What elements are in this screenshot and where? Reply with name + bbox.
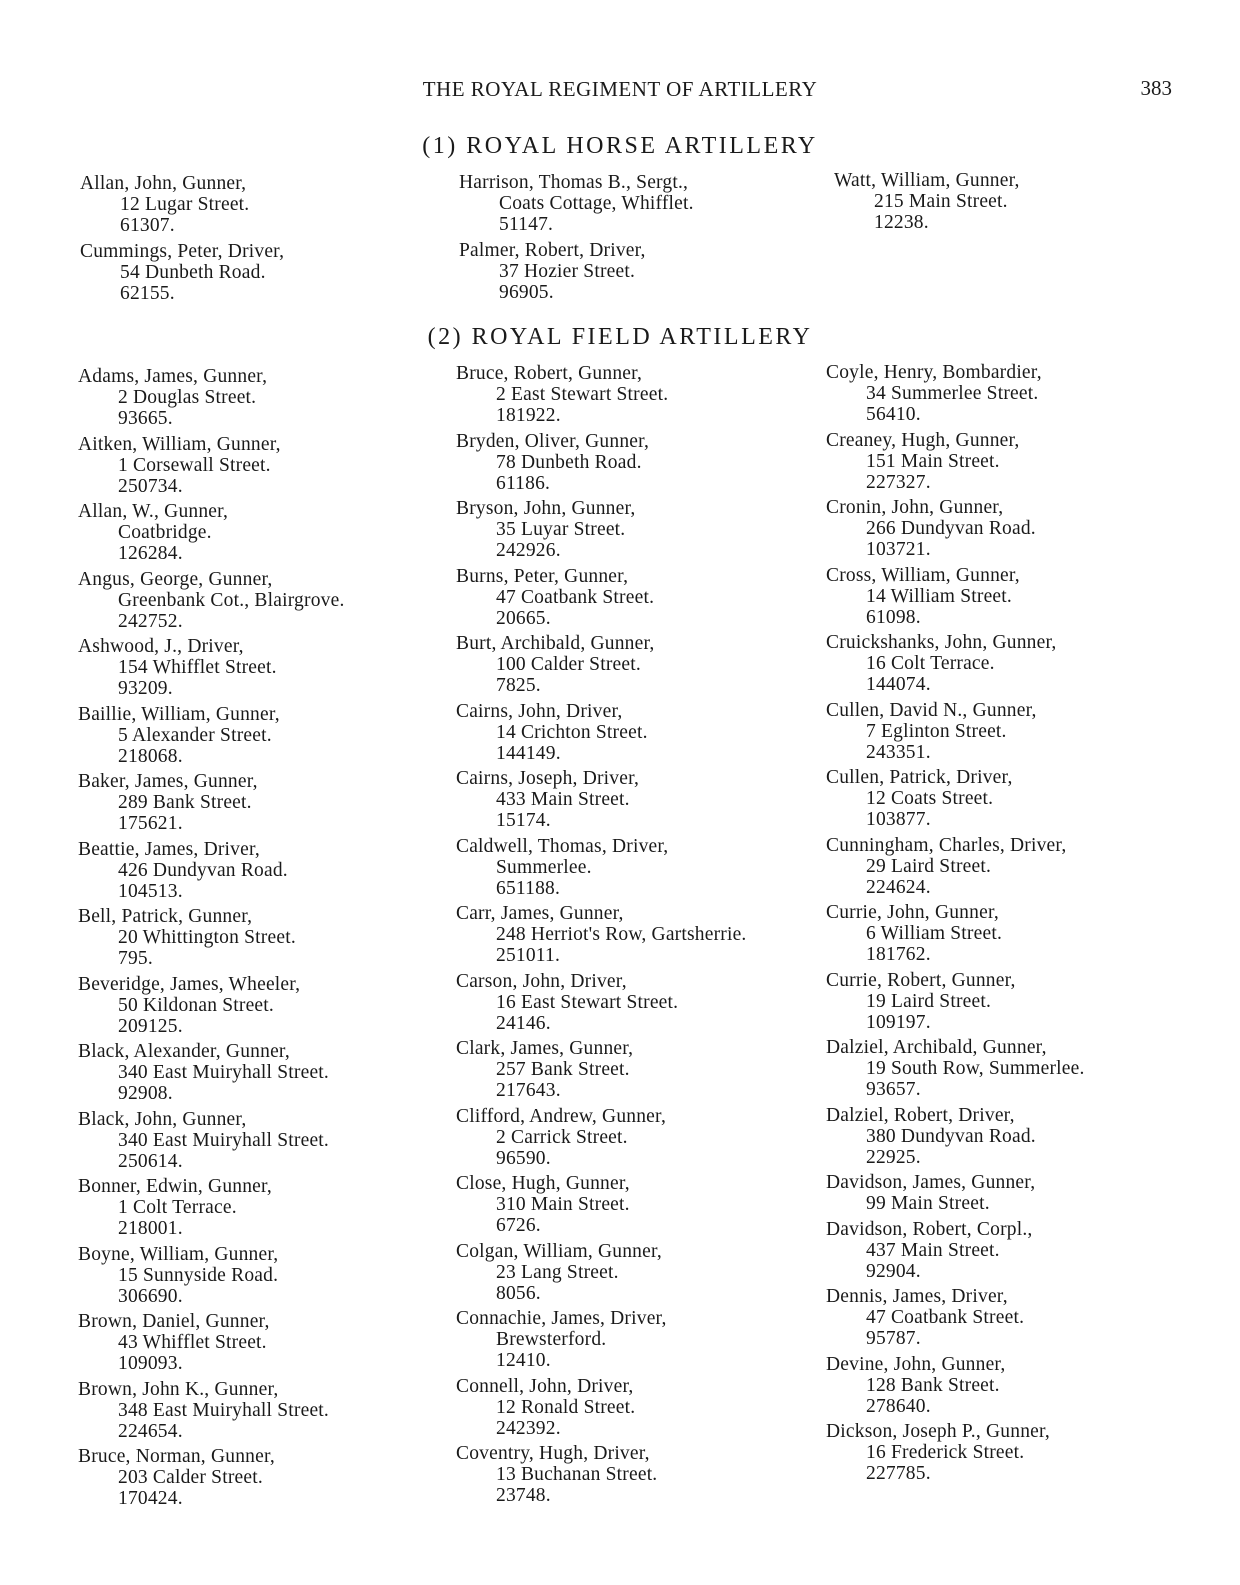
entry-service-number: 224654. xyxy=(118,1420,183,1442)
entry-name: Beattie, James, Driver, xyxy=(78,838,260,860)
entry-name: Palmer, Robert, Driver, xyxy=(459,239,646,261)
entry-address: 47 Coatbank Street. xyxy=(866,1307,1025,1328)
entry-address: 14 William Street. xyxy=(866,585,1012,607)
entry-service-number: 224624. xyxy=(866,876,931,898)
entry-service-number: 250614. xyxy=(118,1150,183,1172)
entry-address: 16 Colt Terrace. xyxy=(866,653,995,674)
entry-address: 16 Frederick Street. xyxy=(866,1442,1025,1463)
entry-service-number: 242392. xyxy=(496,1417,561,1439)
entry-service-number: 20665. xyxy=(496,607,551,629)
entry-address: Coats Cottage, Whifflet. xyxy=(499,193,694,214)
roll-entry xyxy=(78,704,468,767)
entry-service-number: 93209. xyxy=(118,678,173,699)
roll-entry xyxy=(78,636,468,699)
entry-name: Bruce, Norman, Gunner, xyxy=(78,1446,275,1467)
entry-service-number: 144149. xyxy=(496,742,561,764)
entry-service-number: 61098. xyxy=(866,606,921,628)
entry-name: Baillie, William, Gunner, xyxy=(78,703,280,725)
entry-service-number: 22925. xyxy=(866,1146,921,1168)
roll-entry xyxy=(826,835,1216,898)
entry-address: 78 Dunbeth Road. xyxy=(496,451,642,473)
entry-service-number: 6726. xyxy=(496,1215,541,1236)
roll-entry xyxy=(456,431,846,494)
entry-service-number: 243351. xyxy=(866,741,931,763)
entry-address: 47 Coatbank Street. xyxy=(496,586,655,608)
roll-entry xyxy=(459,172,849,235)
roll-entry xyxy=(826,1037,1216,1100)
roll-entry xyxy=(456,498,846,561)
entry-name: Cullen, David N., Gunner, xyxy=(826,699,1037,721)
entry-service-number: 8056. xyxy=(496,1282,541,1304)
entry-name: Dennis, James, Driver, xyxy=(826,1286,1008,1307)
entry-name: Close, Hugh, Gunner, xyxy=(456,1173,630,1194)
roll-entry xyxy=(78,771,468,834)
entry-service-number: 175621. xyxy=(118,813,183,834)
roll-entry xyxy=(826,430,1216,493)
entry-name: Cunningham, Charles, Driver, xyxy=(826,834,1067,856)
entry-name: Boyne, William, Gunner, xyxy=(78,1243,279,1265)
entry-address: 2 Douglas Street. xyxy=(118,387,257,408)
entry-address: 100 Calder Street. xyxy=(496,654,641,675)
roll-entry xyxy=(456,836,846,899)
entry-name: Burt, Archibald, Gunner, xyxy=(456,633,655,654)
entry-address: 437 Main Street. xyxy=(866,1239,1000,1261)
entry-address: 289 Bank Street. xyxy=(118,792,252,813)
entry-name: Devine, John, Gunner, xyxy=(826,1353,1006,1375)
roll-entry xyxy=(78,1109,468,1172)
roll-entry xyxy=(80,173,470,236)
entry-address: 34 Summerlee Street. xyxy=(866,383,1039,404)
entry-name: Currie, John, Gunner, xyxy=(826,902,999,923)
roll-entry xyxy=(78,1244,468,1307)
roll-entry xyxy=(456,1038,846,1101)
roll-entry xyxy=(826,970,1216,1033)
page-title: THE ROYAL REGIMENT OF ARTILLERY xyxy=(422,77,818,101)
entry-service-number: 795. xyxy=(118,948,153,969)
roll-entry xyxy=(78,569,468,632)
entry-service-number: 170424. xyxy=(118,1488,183,1509)
rfa-column-1 xyxy=(78,366,468,1514)
entry-address: 23 Lang Street. xyxy=(496,1261,619,1283)
entry-service-number: 181762. xyxy=(866,944,931,965)
entry-name: Cronin, John, Gunner, xyxy=(826,497,1004,518)
entry-service-number: 93665. xyxy=(118,408,173,429)
entry-address: 43 Whifflet Street. xyxy=(118,1332,267,1353)
roll-entry xyxy=(826,565,1216,628)
entry-name: Coventry, Hugh, Driver, xyxy=(456,1443,650,1464)
entry-service-number: 92904. xyxy=(866,1260,921,1282)
entry-name: Burns, Peter, Gunner, xyxy=(456,565,629,587)
roll-entry xyxy=(456,633,846,696)
roll-entry xyxy=(826,632,1216,695)
roll-entry xyxy=(456,1173,846,1236)
entry-name: Adams, James, Gunner, xyxy=(78,366,268,387)
entry-service-number: 227327. xyxy=(866,471,931,493)
roll-entry xyxy=(826,1219,1216,1282)
entry-address: 266 Dundyvan Road. xyxy=(866,518,1036,539)
entry-name: Angus, George, Gunner, xyxy=(78,568,273,590)
roll-entry xyxy=(456,1106,846,1169)
entry-service-number: 92908. xyxy=(118,1083,173,1104)
entry-name: Ashwood, J., Driver, xyxy=(78,636,244,657)
roll-entry xyxy=(78,974,468,1037)
roll-entry xyxy=(78,1311,468,1374)
entry-name: Bonner, Edwin, Gunner, xyxy=(78,1176,273,1197)
entry-name: Black, Alexander, Gunner, xyxy=(78,1041,290,1062)
entry-address: Greenbank Cot., Blairgrove. xyxy=(118,589,345,611)
rfa-column-3 xyxy=(826,362,1216,1489)
entry-address: Summerlee. xyxy=(496,856,592,878)
entry-name: Dickson, Joseph P., Gunner, xyxy=(826,1421,1050,1442)
entry-service-number: 15174. xyxy=(496,810,551,831)
entry-address: 12 Ronald Street. xyxy=(496,1396,636,1418)
entry-address: 20 Whittington Street. xyxy=(118,927,296,948)
entry-name: Caldwell, Thomas, Driver, xyxy=(456,835,669,857)
roll-entry xyxy=(78,1446,468,1509)
entry-service-number: 24146. xyxy=(496,1012,551,1034)
entry-address: 5 Alexander Street. xyxy=(118,724,272,746)
entry-service-number: 306690. xyxy=(118,1285,183,1307)
entry-service-number: 61307. xyxy=(120,215,175,236)
entry-address: 380 Dundyvan Road. xyxy=(866,1125,1036,1147)
entry-service-number: 109197. xyxy=(866,1011,931,1033)
entry-name: Colgan, William, Gunner, xyxy=(456,1240,662,1262)
entry-service-number: 12410. xyxy=(496,1350,551,1371)
entry-name: Cummings, Peter, Driver, xyxy=(80,240,285,262)
roll-entry xyxy=(456,1376,846,1439)
entry-service-number: 242926. xyxy=(496,540,561,561)
entry-name: Connell, John, Driver, xyxy=(456,1375,634,1397)
roll-entry xyxy=(78,434,468,497)
entry-name: Bryden, Oliver, Gunner, xyxy=(456,430,650,452)
entry-address: Coatbridge. xyxy=(118,522,212,543)
entry-address: 1 Colt Terrace. xyxy=(118,1197,237,1218)
roll-entry xyxy=(826,497,1216,560)
entry-address: 433 Main Street. xyxy=(496,789,630,810)
roll-entry xyxy=(826,767,1216,830)
entry-name: Harrison, Thomas B., Sergt., xyxy=(459,172,689,193)
rha-column-3 xyxy=(834,170,1224,238)
entry-address: 15 Sunnyside Road. xyxy=(118,1264,279,1286)
roll-entry xyxy=(826,1354,1216,1417)
entry-address: 12 Coats Street. xyxy=(866,788,994,809)
entry-address: 19 South Row, Summerlee. xyxy=(866,1058,1085,1079)
entry-service-number: 12238. xyxy=(874,212,929,233)
roll-entry xyxy=(78,1379,468,1442)
entry-service-number: 242752. xyxy=(118,610,183,632)
entry-address: 6 William Street. xyxy=(866,923,1003,944)
entry-address: 203 Calder Street. xyxy=(118,1467,263,1488)
entry-address: 16 East Stewart Street. xyxy=(496,991,679,1013)
entry-name: Black, John, Gunner, xyxy=(78,1108,247,1130)
entry-service-number: 218068. xyxy=(118,745,183,767)
entry-address: 2 East Stewart Street. xyxy=(496,384,669,405)
roll-entry xyxy=(826,902,1216,965)
roll-entry xyxy=(78,1041,468,1104)
entry-address: 13 Buchanan Street. xyxy=(496,1464,658,1485)
entry-service-number: 251011. xyxy=(496,945,561,966)
roll-entry xyxy=(826,1105,1216,1168)
entry-name: Dalziel, Archibald, Gunner, xyxy=(826,1037,1047,1058)
entry-address: 151 Main Street. xyxy=(866,450,1000,472)
entry-name: Cairns, John, Driver, xyxy=(456,700,623,722)
roll-entry xyxy=(826,1286,1216,1349)
entry-service-number: 96590. xyxy=(496,1147,551,1169)
roll-entry xyxy=(456,1241,846,1304)
rha-column-2 xyxy=(459,172,849,307)
entry-address: 154 Whifflet Street. xyxy=(118,657,277,678)
roll-entry xyxy=(826,362,1216,425)
entry-name: Baker, James, Gunner, xyxy=(78,771,258,792)
entry-service-number: 95787. xyxy=(866,1328,921,1349)
entry-name: Cairns, Joseph, Driver, xyxy=(456,768,640,789)
entry-name: Bryson, John, Gunner, xyxy=(456,498,636,519)
entry-name: Carr, James, Gunner, xyxy=(456,903,624,924)
entry-name: Watt, William, Gunner, xyxy=(834,170,1020,191)
entry-service-number: 209125. xyxy=(118,1015,183,1037)
entry-address: 37 Hozier Street. xyxy=(499,260,636,282)
entry-address: 19 Laird Street. xyxy=(866,990,992,1012)
entry-service-number: 651188. xyxy=(496,877,561,899)
entry-name: Carson, John, Driver, xyxy=(456,970,627,992)
entry-name: Bruce, Robert, Gunner, xyxy=(456,363,643,384)
entry-name: Creaney, Hugh, Gunner, xyxy=(826,429,1020,451)
roll-entry xyxy=(78,501,468,564)
entry-service-number: 250734. xyxy=(118,475,183,497)
roll-entry xyxy=(78,839,468,902)
entry-address: 215 Main Street. xyxy=(874,191,1008,212)
section-heading-field-artillery: (2) ROYAL FIELD ARTILLERY xyxy=(427,324,813,350)
entry-name: Dalziel, Robert, Driver, xyxy=(826,1104,1015,1126)
entry-name: Clifford, Andrew, Gunner, xyxy=(456,1105,667,1127)
entry-service-number: 61186. xyxy=(496,472,551,494)
entry-service-number: 144074. xyxy=(866,674,931,695)
rha-column-1 xyxy=(80,173,470,308)
entry-address: 340 East Muiryhall Street. xyxy=(118,1129,329,1151)
entry-name: Cullen, Patrick, Driver, xyxy=(826,767,1013,788)
roll-entry xyxy=(456,1308,846,1371)
entry-service-number: 227785. xyxy=(866,1463,931,1484)
entry-service-number: 51147. xyxy=(499,214,554,235)
entry-service-number: 96905. xyxy=(499,281,554,303)
entry-address: 7 Eglinton Street. xyxy=(866,720,1007,742)
entry-service-number: 62155. xyxy=(120,282,175,304)
entry-address: 2 Carrick Street. xyxy=(496,1126,628,1148)
entry-service-number: 278640. xyxy=(866,1395,931,1417)
roll-entry xyxy=(826,1172,1216,1214)
entry-address: 340 East Muiryhall Street. xyxy=(118,1062,329,1083)
entry-service-number: 109093. xyxy=(118,1353,183,1374)
roll-entry xyxy=(456,903,846,966)
entry-name: Currie, Robert, Gunner, xyxy=(826,969,1016,991)
entry-address: 257 Bank Street. xyxy=(496,1059,630,1080)
entry-address: 248 Herriot's Row, Gartsherrie. xyxy=(496,924,747,945)
entry-name: Allan, W., Gunner, xyxy=(78,501,229,522)
entry-name: Brown, Daniel, Gunner, xyxy=(78,1311,270,1332)
entry-address: Brewsterford. xyxy=(496,1329,607,1350)
entry-address: 310 Main Street. xyxy=(496,1194,630,1215)
roll-entry xyxy=(78,1176,468,1239)
entry-address: 348 East Muiryhall Street. xyxy=(118,1399,329,1421)
entry-service-number: 217643. xyxy=(496,1080,561,1101)
entry-address: 29 Laird Street. xyxy=(866,855,992,877)
entry-service-number: 7825. xyxy=(496,675,541,696)
entry-service-number: 104513. xyxy=(118,880,183,902)
entry-name: Coyle, Henry, Bombardier, xyxy=(826,362,1042,383)
page-number: 383 xyxy=(1140,76,1172,100)
roll-entry xyxy=(456,701,846,764)
roll-entry xyxy=(826,1421,1216,1484)
entry-service-number: 218001. xyxy=(118,1218,183,1239)
entry-address: 1 Corsewall Street. xyxy=(118,454,271,476)
entry-address: 128 Bank Street. xyxy=(866,1374,1000,1396)
roll-entry xyxy=(456,566,846,629)
section-heading-horse-artillery: (1) ROYAL HORSE ARTILLERY xyxy=(422,133,818,159)
entry-address: 54 Dunbeth Road. xyxy=(120,261,266,283)
entry-service-number: 126284. xyxy=(118,543,183,564)
roll-entry xyxy=(78,366,468,429)
entry-address: 50 Kildonan Street. xyxy=(118,994,274,1016)
entry-name: Davidson, James, Gunner, xyxy=(826,1172,1036,1193)
entry-address: 426 Dundyvan Road. xyxy=(118,859,288,881)
roll-entry xyxy=(826,700,1216,763)
entry-name: Clark, James, Gunner, xyxy=(456,1038,634,1059)
entry-service-number: 23748. xyxy=(496,1485,551,1506)
entry-service-number: 56410. xyxy=(866,404,921,425)
entry-name: Aitken, William, Gunner, xyxy=(78,433,281,455)
entry-address: 14 Crichton Street. xyxy=(496,721,648,743)
entry-service-number: 103721. xyxy=(866,539,931,560)
entry-name: Bell, Patrick, Gunner, xyxy=(78,906,253,927)
entry-address: 99 Main Street. xyxy=(866,1193,990,1214)
entry-name: Connachie, James, Driver, xyxy=(456,1308,667,1329)
entry-name: Allan, John, Gunner, xyxy=(80,173,247,194)
roll-entry xyxy=(456,768,846,831)
entry-service-number: 93657. xyxy=(866,1079,921,1100)
roll-entry xyxy=(80,241,470,304)
rfa-column-2 xyxy=(456,363,846,1511)
entry-name: Davidson, Robert, Corpl., xyxy=(826,1218,1033,1240)
entry-name: Cross, William, Gunner, xyxy=(826,564,1020,586)
entry-name: Beveridge, James, Wheeler, xyxy=(78,973,301,995)
roll-entry xyxy=(78,906,468,969)
roll-entry xyxy=(456,1443,846,1506)
entry-address: 12 Lugar Street. xyxy=(120,194,250,215)
entry-service-number: 181922. xyxy=(496,405,561,426)
roll-entry xyxy=(456,363,846,426)
roll-entry xyxy=(459,240,849,303)
entry-address: 35 Luyar Street. xyxy=(496,519,626,540)
entry-name: Brown, John K., Gunner, xyxy=(78,1378,279,1400)
entry-name: Cruickshanks, John, Gunner, xyxy=(826,632,1057,653)
entry-service-number: 103877. xyxy=(866,809,931,830)
roll-entry xyxy=(456,971,846,1034)
roll-entry xyxy=(834,170,1224,233)
